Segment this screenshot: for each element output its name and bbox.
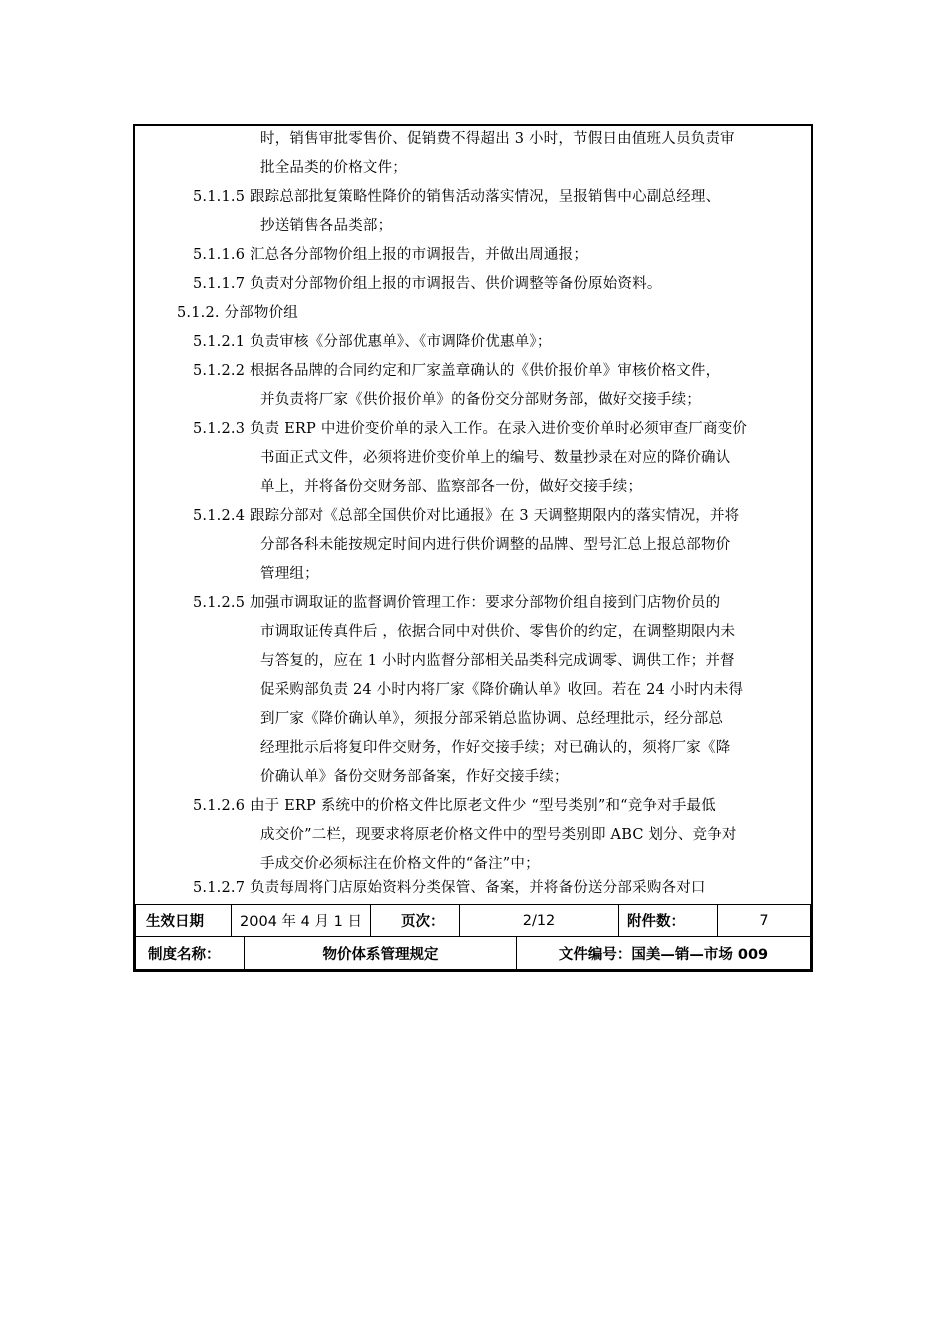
body-line: 单上，并将备份交财务部、监察部各一份，做好交接手续； <box>260 479 643 495</box>
body-line: 并负责将厂家《供价报价单》的备份交分部财务部，做好交接手续； <box>260 392 701 408</box>
policy-name-value: 物价体系管理规定 <box>244 936 517 970</box>
body-line: 书面正式文件，必须将进价变价单上的编号、数量抄录在对应的降价确认 <box>260 450 731 466</box>
policy-name-label: 制度名称： <box>135 936 245 970</box>
body-line: 与答复的，应在 1 小时内监督分部相关品类科完成调零、调供工作；并督 <box>260 653 735 669</box>
body-line: 5.1.2.7 负责每周将门店原始资料分类保管、备案，并将备份送分部采购各对口 <box>193 880 706 896</box>
body-line: 5.1.2.2 根据各品牌的合同约定和厂家盖章确认的《供价报价单》审核价格文件， <box>193 363 721 379</box>
effective-date-value: 2004 年 4 月 1 日 <box>231 904 371 937</box>
body-line: 分部各科未能按规定时间内进行供价调整的品牌、型号汇总上报总部物价 <box>260 537 731 553</box>
page-label: 页次： <box>370 904 460 937</box>
page-value: 2/12 <box>459 904 619 937</box>
body-line: 成交价”二栏，现要求将原老价格文件中的型号类别即 ABC 划分、竞争对 <box>260 827 737 843</box>
body-line: 5.1.1.7 负责对分部物价组上报的市调报告、供价调整等备份原始资料。 <box>193 276 662 292</box>
body-line: 5.1.1.6 汇总各分部物价组上报的市调报告，并做出周通报； <box>193 247 589 263</box>
attachments-label: 附件数： <box>618 904 718 937</box>
body-line: 到厂家《降价确认单》，须报分部采销总监协调、总经理批示，经分部总 <box>260 711 724 727</box>
body-line: 5.1.2.1 负责审核《分部优惠单》、《市调降价优惠单》； <box>193 334 552 350</box>
body-line: 抄送销售各品类部； <box>260 218 393 234</box>
body-line: 经理批示后将复印件交财务，作好交接手续；对已确认的，须将厂家《降 <box>260 740 731 756</box>
footer-table <box>135 904 811 970</box>
attachments-value: 7 <box>717 904 811 937</box>
body-line: 促采购部负责 24 小时内将厂家《降价确认单》收回。若在 24 小时内未得 <box>260 682 744 698</box>
body-line: 手成交价必须标注在价格文件的“备注”中； <box>260 856 540 872</box>
effective-date-label: 生效日期 <box>135 904 232 937</box>
body-line: 批全品类的价格文件； <box>260 160 407 176</box>
body-line: 管理组； <box>260 566 319 582</box>
body-line: 时，销售审批零售价、促销费不得超出 3 小时，节假日由值班人员负责审 <box>260 131 735 147</box>
document-frame <box>133 124 813 972</box>
body-line: 价确认单》备份交财务部备案，作好交接手续； <box>260 769 569 785</box>
section-heading: 5.1.2. 分部物价组 <box>177 305 299 321</box>
body-line: 5.1.2.5 加强市调取证的监督调价管理工作：要求分部物价组自接到门店物价员的 <box>193 595 721 611</box>
body-line: 5.1.2.4 跟踪分部对《总部全国供价对比通报》在 3 天调整期限内的落实情况，并将 <box>193 508 740 524</box>
document-number: 文件编号：国美—销—市场 009 <box>516 936 811 970</box>
body-line: 市调取证传真件后 ，依据合同中对供价、零售价的约定，在调整期限内未 <box>260 624 736 640</box>
document-body <box>135 126 811 906</box>
body-line: 5.1.2.6 由于 ERP 系统中的价格文件比原老文件少 “型号类别”和“竞争对手最低 <box>193 798 716 814</box>
body-line: 5.1.1.5 跟踪总部批复策略性降价的销售活动落实情况，呈报销售中心副总经理、 <box>193 189 721 205</box>
body-line: 5.1.2.3 负责 ERP 中进价变价单的录入工作。在录入进价变价单时必须审查厂商变价 <box>193 421 748 437</box>
